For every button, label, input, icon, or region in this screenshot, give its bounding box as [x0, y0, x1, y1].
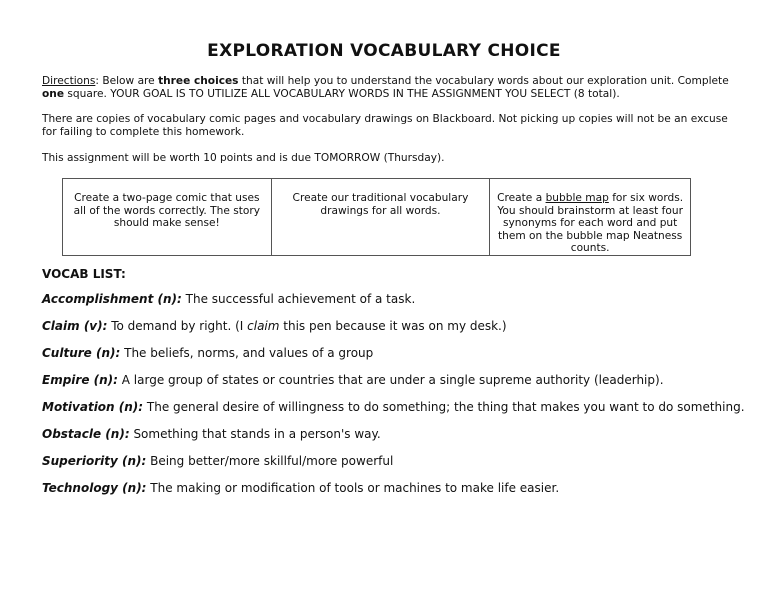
choices-row	[63, 179, 691, 256]
vocab-definition: The making or modification of tools or machines to make life easier.	[146, 481, 560, 495]
vocab-item-obstacle	[42, 427, 762, 454]
vocab-term: Empire (n):	[42, 373, 118, 387]
vocab-definition-pre: To demand by right. (I	[107, 319, 248, 333]
choice-comic: Create a two-page comic that uses all of the words correctly. The story should make sense!	[63, 179, 272, 256]
vocab-item-technology	[42, 481, 762, 508]
vocab-term: Motivation (n):	[42, 400, 144, 414]
directions-text-2: square. YOUR GOAL IS TO UTILIZE ALL VOCABULARY WORDS IN THE ASSIGNMENT YOU SELECT (8 total).	[64, 88, 620, 100]
choice-bubble-map-text-post: for six words. You should brainstorm at least four synonyms for each word and put them on the bubble map Neatness counts.	[497, 192, 684, 254]
choice-bubble-map	[490, 179, 691, 256]
page-title: EXPLORATION VOCABULARY CHOICE	[207, 41, 561, 61]
copies-note: There are copies of vocabulary comic pages and vocabulary drawings on Blackboard. Not picking up copies will not be an excuse for failing to complete this homework.	[42, 113, 728, 138]
vocab-definition: Being better/more skillful/more powerful	[146, 454, 394, 468]
bubble-map-link[interactable]: bubble map	[545, 192, 609, 204]
directions-colon: : Below are	[95, 75, 159, 87]
vocab-term: Culture (n):	[42, 346, 121, 360]
due-note: This assignment will be worth 10 points and is due TOMORROW (Thursday).	[42, 152, 445, 164]
vocab-item-empire	[42, 373, 762, 400]
vocab-term: Technology (n):	[42, 481, 147, 495]
vocab-term: Obstacle (n):	[42, 427, 130, 441]
vocab-term: Superiority (n):	[42, 454, 147, 468]
vocab-definition: A large group of states or countries that are under a single supreme authority (leaderhip).	[117, 373, 664, 387]
vocab-heading: VOCAB LIST:	[42, 267, 126, 281]
vocab-definition: The beliefs, norms, and values of a group	[120, 346, 374, 360]
vocab-definition: The general desire of willingness to do something; the thing that makes you want to do something.	[143, 400, 745, 414]
vocab-item-superiority	[42, 454, 762, 481]
choice-bubble-map-text-pre: Create a	[497, 192, 546, 204]
vocab-list	[42, 292, 762, 508]
vocab-term: Claim (v):	[42, 319, 108, 333]
vocab-item-claim	[42, 319, 762, 346]
choices-table	[62, 178, 691, 256]
directions-text-1: that will help you to understand the vocabulary words about our exploration unit. Complete	[238, 75, 729, 87]
vocab-item-culture	[42, 346, 762, 373]
vocab-item-motivation	[42, 400, 762, 427]
directions-paragraph	[42, 75, 732, 101]
vocab-definition: Something that stands in a person's way.	[129, 427, 381, 441]
choice-drawings: Create our traditional vocabulary drawings for all words.	[271, 179, 490, 256]
directions-label: Directions	[42, 75, 96, 87]
vocab-term: Accomplishment (n):	[42, 292, 182, 306]
directions-bold-one: one	[42, 88, 65, 100]
vocab-definition: The successful achievement of a task.	[181, 292, 416, 306]
vocab-item-accomplishment	[42, 292, 762, 319]
vocab-definition-emphasis: claim	[247, 319, 280, 333]
vocab-definition-post: this pen because it was on my desk.)	[279, 319, 507, 333]
directions-bold-three-choices: three choices	[158, 75, 239, 87]
